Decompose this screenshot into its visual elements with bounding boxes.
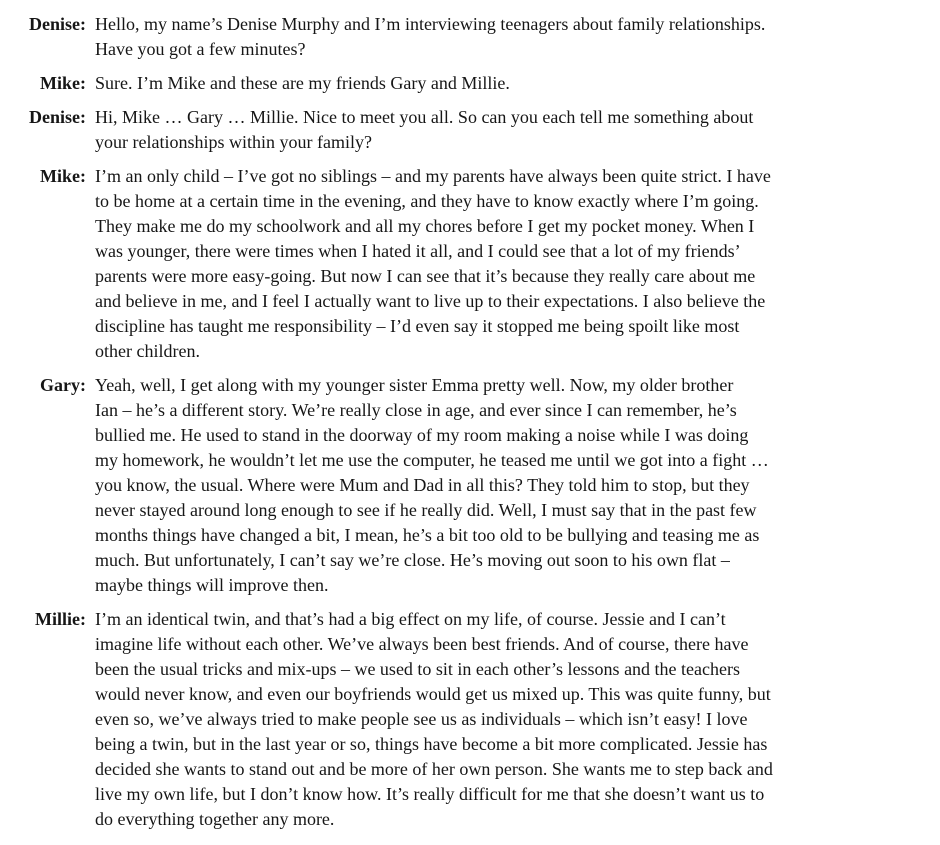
dialogue-line: would never know, and even our boyfriends would get us mixed up. This was quite funny, but — [95, 684, 771, 704]
dialogue-line: you know, the usual. Where were Mum and Dad in all this? They told him to stop, but they — [95, 475, 750, 495]
dialogue-line: months things have changed a bit, I mean, he’s a bit too old to be bullying and teasing me as — [95, 525, 760, 545]
dialogue-line: never stayed around long enough to see if he really did. Well, I must say that in the past few — [95, 500, 757, 520]
speaker-text — [95, 164, 924, 364]
dialogue-turn — [14, 607, 924, 832]
dialogue-turn — [14, 71, 924, 96]
dialogue-line: I’m an identical twin, and that’s had a big effect on my life, of course. Jessie and I can’t — [95, 609, 726, 629]
speaker-label: Gary: — [40, 375, 86, 395]
speaker-label: Mike: — [40, 166, 86, 186]
dialogue-line: much. But unfortunately, I can’t say we’re close. He’s moving out soon to his own flat – — [95, 550, 730, 570]
speaker-text — [95, 71, 924, 96]
dialogue-line: do everything together any more. — [95, 809, 335, 829]
dialogue-turn — [14, 12, 924, 62]
dialogue-line: bullied me. He used to stand in the doorway of my room making a noise while I was doing — [95, 425, 749, 445]
dialogue-line: decided she wants to stand out and be more of her own person. She wants me to step back and — [95, 759, 773, 779]
dialogue-line: been the usual tricks and mix-ups – we used to sit in each other’s lessons and the teachers — [95, 659, 741, 679]
dialogue-line: my homework, he wouldn’t let me use the computer, he teased me until we got into a fight … — [95, 450, 769, 470]
speaker-text — [95, 12, 924, 62]
speaker-text — [95, 607, 924, 832]
dialogue-turn — [14, 373, 924, 598]
dialogue-line: Hi, Mike … Gary … Millie. Nice to meet you all. So can you each tell me something about — [95, 107, 754, 127]
dialogue-line: I’m an only child – I’ve got no siblings – and my parents have always been quite strict. I have — [95, 166, 771, 186]
dialogue-line: maybe things will improve then. — [95, 575, 329, 595]
dialogue-line: Hello, my name’s Denise Murphy and I’m interviewing teenagers about family relationships. — [95, 14, 766, 34]
speaker-label: Mike: — [40, 73, 86, 93]
dialogue-line: parents were more easy-going. But now I can see that it’s because they really care about me — [95, 266, 756, 286]
dialogue-line: They make me do my schoolwork and all my chores before I get my pocket money. When I — [95, 216, 755, 236]
dialogue-turn — [14, 164, 924, 364]
speaker-label: Denise: — [29, 14, 86, 34]
speaker-label: Millie: — [35, 609, 86, 629]
speaker-text — [95, 105, 924, 155]
dialogue-line: Ian – he’s a different story. We’re really close in age, and ever since I can remember, he’s — [95, 400, 737, 420]
dialogue-line: Have you got a few minutes? — [95, 39, 306, 59]
dialogue-line: live my own life, but I don’t know how. It’s really difficult for me that she doesn’t want us to — [95, 784, 765, 804]
dialogue-line: imagine life without each other. We’ve always been best friends. And of course, there have — [95, 634, 749, 654]
dialogue-line: Sure. I’m Mike and these are my friends Gary and Millie. — [95, 73, 510, 93]
dialogue-line: to be home at a certain time in the evening, and they have to know exactly where I’m going. — [95, 191, 759, 211]
dialogue-line: other children. — [95, 341, 200, 361]
dialogue-line: your relationships within your family? — [95, 132, 372, 152]
dialogue-turn — [14, 105, 924, 155]
dialogue-line: was younger, there were times when I hated it all, and I could see that a lot of my friends’ — [95, 241, 741, 261]
dialogue-line: and believe in me, and I feel I actually want to live up to their expectations. I also believe the — [95, 291, 766, 311]
dialogue-line: Yeah, well, I get along with my younger sister Emma pretty well. Now, my older brother — [95, 375, 734, 395]
dialogue-line: even so, we’ve always tried to make people see us as individuals – which isn’t easy! I love — [95, 709, 748, 729]
speaker-label: Denise: — [29, 107, 86, 127]
speaker-text — [95, 373, 924, 598]
dialogue-line: being a twin, but in the last year or so, things have become a bit more complicated. Jessie has — [95, 734, 768, 754]
dialogue — [14, 12, 924, 832]
dialogue-line: discipline has taught me responsibility – I’d even say it stopped me being spoilt like most — [95, 316, 740, 336]
